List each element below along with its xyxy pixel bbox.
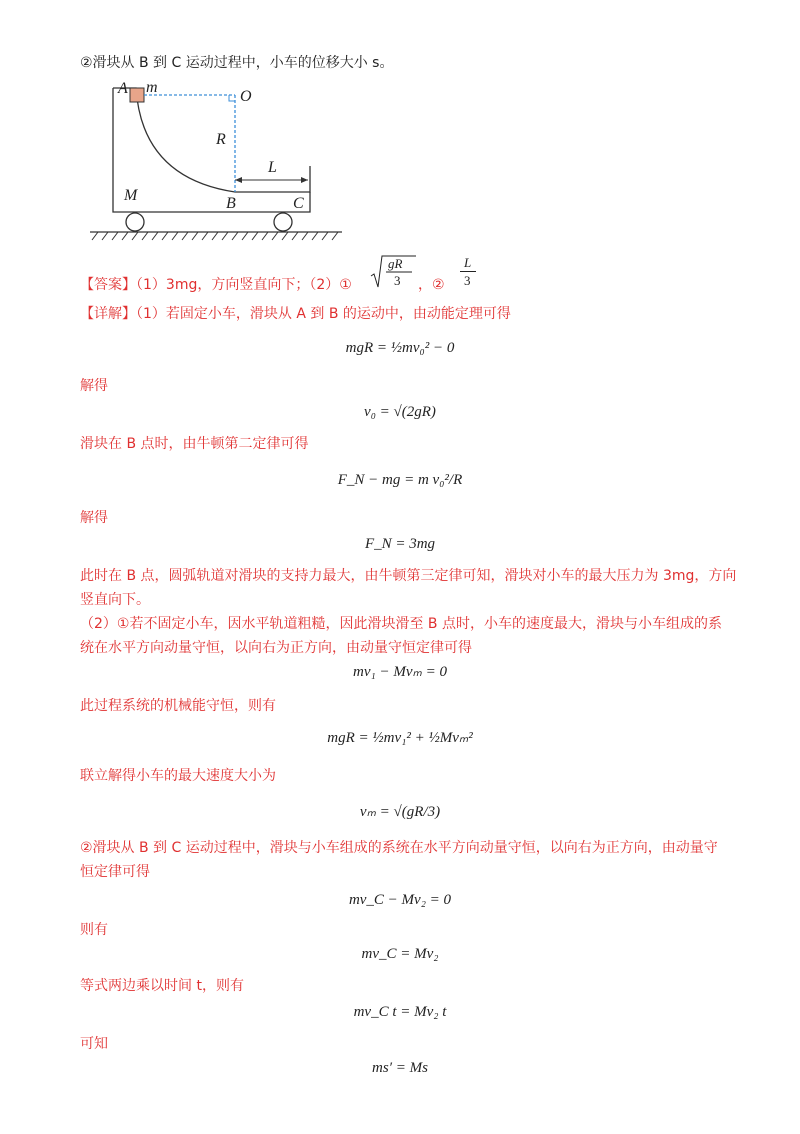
label-B: B (226, 195, 236, 212)
label-M: M (124, 187, 138, 204)
explain-line-7: （2）①若不固定小车，因水平轨道粗糙，因此滑块滑至 B 点时，小车的速度最大，滑块与小车组成的系 (80, 616, 722, 632)
answer-part1: （1）3mg，方向竖直向下；（2）① (136, 277, 352, 293)
answer-fraction-L3: L 3 (460, 255, 480, 291)
equation-7: vₘ = √(gR/3) (359, 804, 441, 820)
explain-line-13: 则有 (80, 922, 108, 938)
explain-line-2: 解得 (80, 378, 108, 394)
equation-2: v₀ = √(2gR) (364, 404, 436, 420)
explain-line-3: 滑块在 B 点时，由牛顿第二定律可得 (80, 436, 309, 452)
explain-line-1: 【详解】（1）若固定小车，滑块从 A 到 B 的运动中，由动能定理可得 (80, 306, 511, 322)
equation-4: F_N = 3mg (364, 536, 436, 552)
equation-3: F_N − mg = m v₀²/R (337, 472, 463, 488)
equation-1: mgR = ½mv₀² − 0 (345, 340, 455, 356)
explain-line-15: 可知 (80, 1036, 108, 1052)
explain-line-9: 此过程系统的机械能守恒，则有 (80, 698, 276, 714)
explain-line-10: 联立解得小车的最大速度大小为 (80, 768, 276, 784)
equation-6: mgR = ½mv₁² + ½Mvₘ² (327, 730, 473, 746)
equation-5: mv₁ − Mvₘ = 0 (353, 664, 447, 680)
label-C: C (293, 195, 304, 212)
answer-line (80, 275, 352, 295)
explain-line-11: ②滑块从 B 到 C 运动过程中，滑块与小车组成的系统在水平方向动量守恒，以向右为正方向，由动量守 (80, 840, 718, 856)
answer-sep: ，② (418, 277, 445, 293)
label-O: O (240, 88, 252, 105)
label-m: m (146, 79, 158, 96)
equation-10: mv_C t = Mv₂ t (353, 1004, 447, 1020)
explain-line-4: 解得 (80, 510, 108, 526)
explain-line-8: 统在水平方向动量守恒，以向右为正方向，由动量守恒定律可得 (80, 640, 472, 656)
explain-line-5: 此时在 B 点，圆弧轨道对滑块的支持力最大，由牛顿第三定律可知，滑块对小车的最大压力为 3mg，方向 (80, 568, 737, 584)
explain-line-6: 竖直向下。 (80, 592, 150, 608)
explain-line-14: 等式两边乘以时间 t，则有 (80, 978, 244, 994)
answer-tag: 【答案】 (80, 277, 136, 293)
slider-block (130, 88, 144, 102)
answer-sqrt-fraction: gR 3 (370, 254, 416, 290)
equation-11: ms′ = Ms (372, 1060, 428, 1076)
label-A: A (118, 80, 128, 97)
explain-tag: 【详解】 (80, 306, 136, 322)
equation-9: mv_C = Mv₂ (361, 946, 439, 962)
physics-diagram (80, 78, 350, 243)
question-line: ②滑块从 B 到 C 运动过程中，小车的位移大小 s。 (80, 55, 394, 71)
equation-8: mv_C − Mv₂ = 0 (348, 892, 452, 908)
label-R: R (216, 131, 226, 148)
explain-line-12: 恒定律可得 (80, 864, 150, 880)
label-L: L (268, 159, 277, 176)
